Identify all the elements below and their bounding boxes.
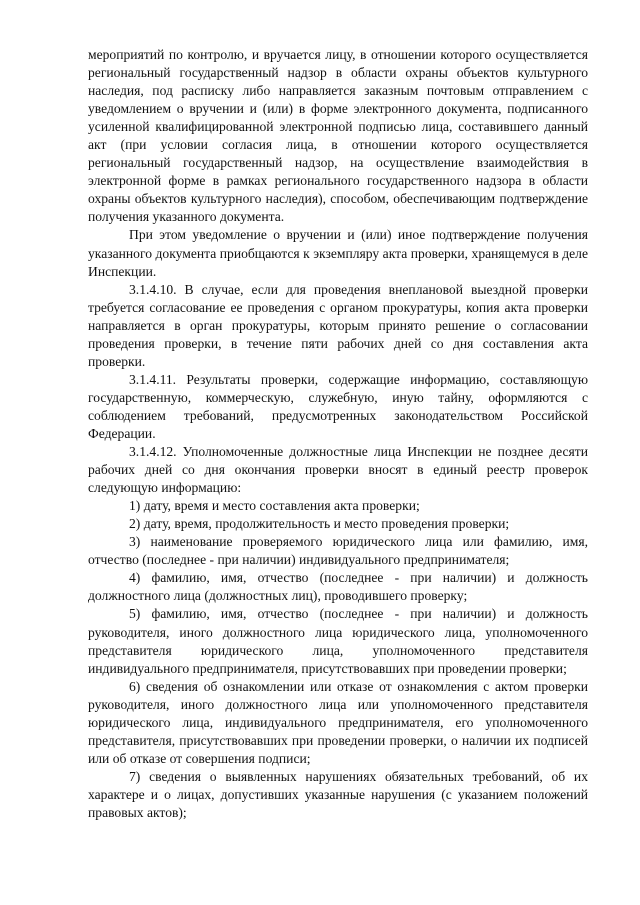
paragraph-act-delivery: мероприятий по контролю, и вручается лицу, в отношении которого осуществляется региональный государственный надзор в области охраны объектов культурного наследия, под расписку либо направляется заказным почтовым отправлением с уведомлением о вручении и (или) в форме электронного документа, подписанного усиленной квалифицированной электронной подписью лица, составившего данный акт (при условии согласия лица, в отношении которого осуществляется региональный государственный надзор, на осуществление взаимодействия в электронной форме в рамках регионального государственного надзора в области охраны объектов культурного наследия), способом, обеспечивающим подтверждение получения указанного документа. xyxy=(88,47,588,225)
paragraph-delivery-confirmation: При этом уведомление о вручении и (или) иное подтверждение получения указанного документа приобщаются к экземпляру акта проверки, хранящемуся в деле Инспекции. xyxy=(88,227,588,279)
list-item-5: 5) фамилию, имя, отчество (последнее - при наличии) и должность руководителя, иного должностного лица юридического лица, уполномоченного представителя юридического лица, уполномоченного представителя индивидуального предпринимателя, присутствовавших при проведении проверки; xyxy=(88,606,588,676)
list-item-4: 4) фамилию, имя, отчество (последнее - при наличии) и должность должностного лица (должностных лиц), проводившего проверку; xyxy=(88,570,588,604)
paragraph-3-1-4-10: 3.1.4.10. В случае, если для проведения внеплановой выездной проверки требуется согласование ее проведения с органом прокуратуры, копия акта проверки направляется в орган прокуратуры, которым принято решение о согласовании проведения проверки, в течение пяти рабочих дней со дня составления акта проверки. xyxy=(88,281,588,369)
paragraph-3-1-4-12: 3.1.4.12. Уполномоченные должностные лица Инспекции не позднее десяти рабочих дней со дня окончания проверки вносят в единый реестр проверок следующую информацию: xyxy=(88,444,588,496)
list-item-7: 7) сведения о выявленных нарушениях обязательных требований, об их характере и о лицах, допустивших указанные нарушения (с указанием положений правовых актов); xyxy=(88,768,588,820)
document-page xyxy=(88,46,588,822)
list-item-2: 2) дату, время, продолжительность и место проведения проверки; xyxy=(129,516,510,532)
paragraph-3-1-4-11: 3.1.4.11. Результаты проверки, содержащие информацию, составляющую государственную, коммерческую, служебную, иную тайну, оформляются с соблюдением требований, предусмотренных законодательством Российской Федерации. xyxy=(88,371,588,441)
list-item-3: 3) наименование проверяемого юридического лица или фамилию, имя, отчество (последнее - при наличии) индивидуального предпринимателя; xyxy=(88,534,588,568)
list-item-1: 1) дату, время и место составления акта проверки; xyxy=(129,498,420,514)
list-item-6: 6) сведения об ознакомлении или отказе от ознакомления с актом проверки руководителя, иного должностного лица или уполномоченного представителя юридического лица, индивидуального предпринимателя, его уполномоченного представителя, присутствовавших при проведении проверки, о наличии их подписей или об отказе от совершения подписи; xyxy=(88,678,588,766)
